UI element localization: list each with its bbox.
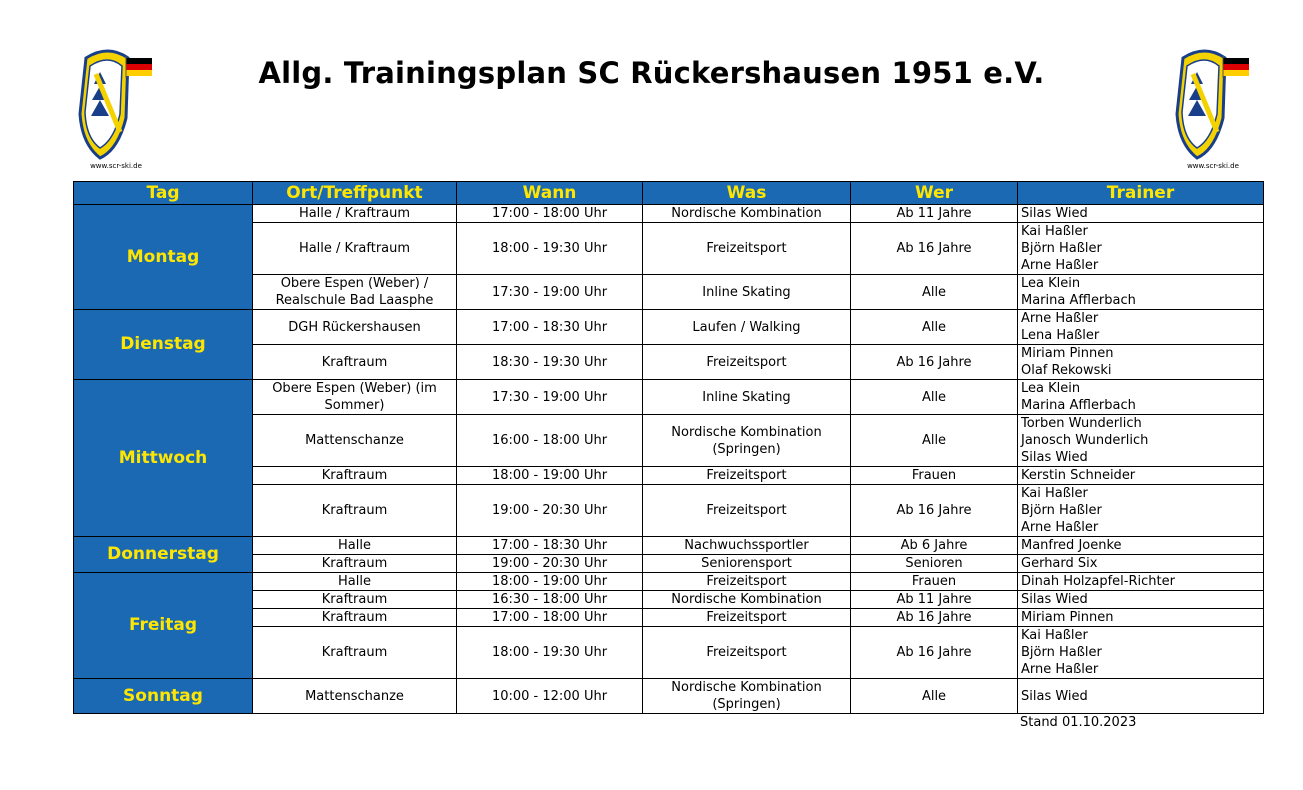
logo-url-text: www.scr-ski.de [1187,162,1239,170]
location-cell [253,467,457,485]
location-cell [253,679,457,714]
club-logo-left [76,44,156,172]
audience-cell: Alle [851,275,1018,310]
activity-line: Inline Skating [702,284,791,300]
location-cell [253,205,457,223]
activity-line: Freizeitsport [706,574,787,589]
location-line: Kraftraum [321,592,388,607]
activity-line: Freizeitsport [706,503,787,518]
day-cell-dienstag: Dienstag [74,310,253,380]
location-cell [253,627,457,679]
time-cell: 16:30 - 18:00 Uhr [457,591,643,609]
logo-url-text: www.scr-ski.de [90,162,142,170]
location-cell [253,223,457,275]
table-row [74,467,1264,485]
time-cell: 18:00 - 19:30 Uhr [457,223,643,275]
table-row [74,415,1264,467]
activity-line: (Springen) [712,697,781,712]
location-line: Halle / Kraftraum [298,241,411,256]
table-row [74,573,1264,591]
day-cell-freitag: Freitag [74,573,253,679]
time-cell: 18:00 - 19:00 Uhr [457,573,643,591]
trainer-name: Kai Haßler [1021,628,1088,643]
activity-cell [643,415,851,467]
audience-cell: Ab 16 Jahre [851,223,1018,275]
trainer-cell [1018,415,1264,467]
page-title: Allg. Trainingsplan SC Rückershausen 1951 e.V. [258,56,1045,90]
trainer-name: Kai Haßler [1021,486,1088,501]
activity-cell [643,467,851,485]
trainer-cell [1018,467,1264,485]
location-line: Obere Espen (Weber) / [280,276,429,291]
location-line: Mattenschanze [305,688,404,704]
time-cell: 17:00 - 18:30 Uhr [457,537,643,555]
header-wer: Wer [851,182,1018,205]
trainer-cell [1018,679,1264,714]
trainer-cell [1018,345,1264,380]
activity-cell [643,275,851,310]
activity-line: Laufen / Walking [692,319,801,335]
location-line: Obere Espen (Weber) (im [272,381,437,396]
table-row [74,537,1264,555]
audience-cell: Ab 16 Jahre [851,627,1018,679]
location-line: Mattenschanze [305,433,404,448]
activity-cell [643,223,851,275]
activity-cell [643,679,851,714]
location-line: Kraftraum [321,354,388,370]
audience-cell: Frauen [851,467,1018,485]
location-cell [253,275,457,310]
stand-date: Stand 01.10.2023 [1020,715,1137,730]
location-line: Kraftraum [321,556,388,571]
location-cell [253,415,457,467]
trainer-name: Björn Haßler [1021,241,1102,256]
location-cell [253,573,457,591]
table-row [74,275,1264,310]
header-was: Was [643,182,851,205]
table-row [74,679,1264,714]
activity-line: Nordische Kombination [671,592,822,607]
day-cell-mittwoch: Mittwoch [74,380,253,537]
trainer-name: Arne Haßler [1021,662,1099,677]
trainer-name: Marina Afflerbach [1021,293,1136,308]
location-cell [253,609,457,627]
table-row [74,380,1264,415]
location-line: DGH Rückershausen [288,319,421,335]
location-line: Realschule Bad Laasphe [275,293,434,308]
table-row [74,205,1264,223]
trainer-name: Kerstin Schneider [1021,468,1136,483]
activity-line: (Springen) [712,441,781,457]
activity-cell [643,609,851,627]
time-cell: 18:00 - 19:30 Uhr [457,627,643,679]
time-cell: 10:00 - 12:00 Uhr [457,679,643,714]
audience-cell: Alle [851,380,1018,415]
activity-cell [643,591,851,609]
activity-cell [643,205,851,223]
audience-cell: Ab 16 Jahre [851,609,1018,627]
table-row [74,310,1264,345]
header-ort: Ort/Treffpunkt [253,182,457,205]
time-cell: 17:00 - 18:00 Uhr [457,205,643,223]
location-line: Halle [338,538,371,553]
time-cell: 17:30 - 19:00 Uhr [457,275,643,310]
trainer-cell [1018,537,1264,555]
trainer-name: Miriam Pinnen [1021,346,1114,361]
audience-cell: Ab 6 Jahre [851,537,1018,555]
activity-line: Seniorensport [701,556,792,571]
table-row [74,345,1264,380]
location-cell [253,380,457,415]
table-header-row [74,182,1264,205]
audience-cell: Ab 11 Jahre [851,205,1018,223]
time-cell: 17:00 - 18:30 Uhr [457,310,643,345]
club-crest-icon [76,44,156,162]
location-cell [253,591,457,609]
activity-line: Freizeitsport [706,354,787,370]
location-line: Sommer) [324,398,385,413]
trainer-name: Silas Wied [1021,450,1088,465]
trainer-name: Silas Wied [1021,688,1088,704]
trainer-cell [1018,485,1264,537]
location-line: Kraftraum [321,610,388,625]
activity-line: Freizeitsport [706,241,787,256]
trainer-name: Manfred Joenke [1021,538,1122,553]
time-cell: 16:00 - 18:00 Uhr [457,415,643,467]
trainer-name: Arne Haßler [1021,258,1099,273]
table-row [74,627,1264,679]
activity-line: Freizeitsport [706,468,787,483]
trainer-name: Silas Wied [1021,592,1088,607]
time-cell: 18:00 - 19:00 Uhr [457,467,643,485]
location-cell [253,485,457,537]
activity-cell [643,573,851,591]
trainer-name: Arne Haßler [1021,311,1099,326]
location-line: Halle [338,574,371,589]
club-crest-icon [1173,44,1253,162]
trainer-cell [1018,275,1264,310]
training-schedule-table [73,181,1264,714]
audience-cell: Senioren [851,555,1018,573]
trainer-name: Lena Haßler [1021,328,1100,343]
trainer-name: Miriam Pinnen [1021,610,1114,625]
trainer-name: Gerhard Six [1021,556,1098,571]
table-row [74,609,1264,627]
activity-line: Nordische Kombination [671,680,822,695]
time-cell: 17:00 - 18:00 Uhr [457,609,643,627]
trainer-name: Björn Haßler [1021,645,1102,660]
day-cell-sonntag: Sonntag [74,679,253,714]
trainer-cell [1018,380,1264,415]
trainer-cell [1018,591,1264,609]
table-row [74,223,1264,275]
trainer-name: Arne Haßler [1021,520,1099,535]
activity-line: Inline Skating [702,389,791,405]
location-line: Kraftraum [321,468,388,483]
activity-cell [643,310,851,345]
trainer-name: Silas Wied [1021,206,1088,221]
location-cell [253,310,457,345]
time-cell: 19:00 - 20:30 Uhr [457,555,643,573]
activity-line: Nachwuchssportler [684,538,809,553]
trainer-name: Lea Klein [1021,381,1081,396]
activity-line: Nordische Kombination [671,424,822,440]
trainer-cell [1018,609,1264,627]
activity-line: Freizeitsport [706,610,787,625]
table-row [74,591,1264,609]
activity-cell [643,380,851,415]
header-trainer: Trainer [1018,182,1264,205]
audience-cell: Ab 16 Jahre [851,345,1018,380]
trainer-cell [1018,573,1264,591]
location-line: Kraftraum [321,645,388,660]
trainer-name: Olaf Rekowski [1021,363,1112,378]
location-cell [253,537,457,555]
activity-line: Nordische Kombination [671,206,822,221]
header-wann: Wann [457,182,643,205]
activity-cell [643,345,851,380]
club-logo-right [1173,44,1253,172]
audience-cell: Ab 16 Jahre [851,485,1018,537]
trainer-cell [1018,627,1264,679]
trainer-name: Kai Haßler [1021,224,1088,239]
audience-cell: Alle [851,415,1018,467]
trainer-cell [1018,223,1264,275]
trainer-name: Björn Haßler [1021,503,1102,518]
location-line: Kraftraum [321,503,388,518]
location-line: Halle / Kraftraum [298,206,411,221]
audience-cell: Alle [851,310,1018,345]
table-row [74,485,1264,537]
activity-cell [643,627,851,679]
table-row [74,555,1264,573]
trainer-name: Lea Klein [1021,276,1081,291]
activity-cell [643,485,851,537]
activity-line: Freizeitsport [706,645,787,660]
trainer-name: Dinah Holzapfel-Richter [1021,574,1175,589]
trainer-name: Torben Wunderlich [1021,416,1142,431]
time-cell: 17:30 - 19:00 Uhr [457,380,643,415]
trainer-cell [1018,205,1264,223]
trainer-cell [1018,555,1264,573]
time-cell: 18:30 - 19:30 Uhr [457,345,643,380]
trainer-name: Janosch Wunderlich [1021,433,1149,448]
day-cell-donnerstag: Donnerstag [74,537,253,573]
table-body [74,205,1264,714]
header-tag: Tag [74,182,253,205]
location-cell [253,555,457,573]
trainer-name: Marina Afflerbach [1021,398,1136,413]
audience-cell: Frauen [851,573,1018,591]
location-cell [253,345,457,380]
time-cell: 19:00 - 20:30 Uhr [457,485,643,537]
activity-cell [643,555,851,573]
activity-cell [643,537,851,555]
day-cell-montag: Montag [74,205,253,310]
trainer-cell [1018,310,1264,345]
audience-cell: Alle [851,679,1018,714]
audience-cell: Ab 11 Jahre [851,591,1018,609]
